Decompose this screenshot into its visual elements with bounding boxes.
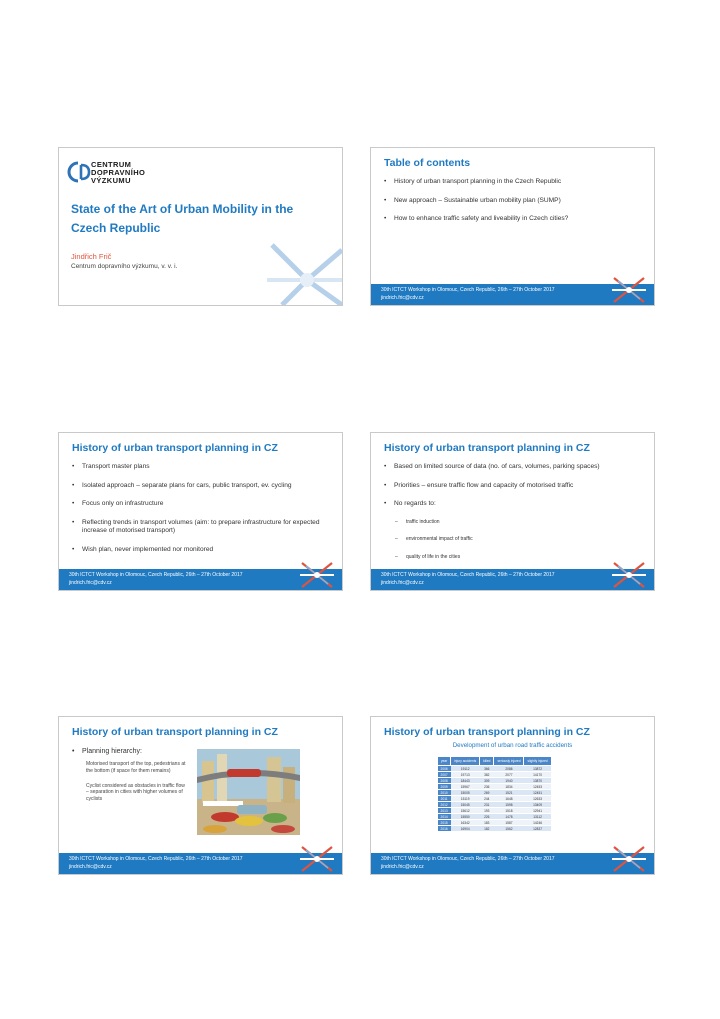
logo-line-2: DOPRAVNÍHO (91, 167, 146, 177)
footer-star-icon (298, 560, 336, 590)
table-cell: 12837 (524, 826, 551, 832)
column-header: injury accidents (451, 757, 480, 766)
table-cell: 1587 (494, 820, 524, 826)
accidents-table (437, 756, 552, 832)
table-cell: 2077 (494, 772, 524, 778)
list-item: • Planning hierarchy: (72, 747, 330, 756)
table-cell: 15612 (451, 808, 480, 814)
footer-event: 30th ICTCT Workshop in Olomouc, Czech Republic, 26th – 27th October 2017 (381, 287, 555, 293)
slide-history-2 (370, 432, 655, 591)
table-cell: 236 (480, 784, 494, 790)
year-cell: 2011 (438, 796, 451, 802)
footer-event: 30th ICTCT Workshop in Olomouc, Czech Republic, 26th – 27th October 2017 (69, 856, 243, 862)
table-body (438, 766, 552, 832)
table-cell: 15967 (451, 784, 480, 790)
table-cell: 1648 (494, 796, 524, 802)
retro-city-illustration (197, 749, 300, 835)
footer-email: jindrich.fric@cdv.cz (69, 580, 112, 586)
year-cell: 2013 (438, 808, 451, 814)
footer-star-icon (610, 275, 648, 305)
slide-title-text: History of urban transport planning in CZ (72, 726, 278, 738)
year-cell: 2010 (438, 790, 451, 796)
table-cell: 182 (480, 826, 494, 832)
list-item: • No regards to: (384, 500, 642, 509)
logo-line-3: VÝZKUMU (91, 175, 131, 185)
table-cell: 14170 (524, 772, 551, 778)
table-cell: 15550 (451, 814, 480, 820)
table-cell: 269 (480, 790, 494, 796)
table-cell: 2086 (494, 766, 524, 772)
table-cell: 1562 (494, 826, 524, 832)
table-cell: 1940 (494, 778, 524, 784)
slide-history-1 (58, 432, 343, 591)
table-cell: 244 (480, 796, 494, 802)
list-item: • New approach – Sustainable urban mobility plan (SUMP) (384, 197, 642, 206)
sub-list-item: – traffic induction (384, 519, 642, 526)
column-header: slightly injured (524, 757, 551, 766)
table-cell: 12633 (524, 796, 551, 802)
slide-title-text: History of urban transport planning in CZ (72, 442, 278, 454)
table-cell: 309 (480, 778, 494, 784)
table-cell: 12941 (524, 808, 551, 814)
paragraph: Cyclist considered as obstacles in traffic flow – separation in cities with higher volumes of cyclists (86, 782, 185, 802)
list-item: • Based on limited source of data (no. of cars, volumes, parking spaces) (384, 463, 642, 472)
table-cell: 19713 (451, 772, 480, 778)
slide-title-text: Table of contents (384, 157, 471, 169)
list-item: • Wish plan, never implemented nor monitored (72, 546, 330, 555)
slide-title-text: History of urban transport planning in CZ (384, 442, 590, 454)
table-cell: 18443 (451, 778, 480, 784)
year-cell: 2007 (438, 772, 451, 778)
table-cell: 12451 (524, 790, 551, 796)
decorative-star-icon (262, 235, 342, 305)
slide-planning-hierarchy (58, 716, 343, 875)
list-item: • Reflecting trends in transport volumes (aim: to prepare infrastructure for expected increase of motorised transport) (72, 519, 330, 536)
column-header: seriously injured (494, 757, 524, 766)
table-cell: 13872 (524, 766, 551, 772)
footer-event: 30th ICTCT Workshop in Olomouc, Czech Republic, 26th – 27th October 2017 (69, 572, 243, 578)
table-cell: 366 (480, 766, 494, 772)
slide-accidents-table (370, 716, 655, 875)
cdv-logo-icon (67, 161, 93, 183)
footer-event: 30th ICTCT Workshop in Olomouc, Czech Republic, 26th – 27th October 2017 (381, 572, 555, 578)
table-row (438, 826, 552, 832)
table-header-row (438, 757, 552, 766)
list-item: • Transport master plans (72, 463, 330, 472)
table-caption: Development of urban road traffic accidents (452, 742, 573, 749)
table-cell: 15119 (451, 796, 480, 802)
table-cell: 1598 (494, 802, 524, 808)
hierarchy-description (86, 761, 186, 811)
slide-title-text: History of urban transport planning in CZ (384, 726, 590, 738)
slide-title (58, 147, 343, 306)
bullet-list (72, 463, 330, 564)
table-cell: 13409 (524, 802, 551, 808)
author-name: Jindřich Frič (71, 252, 112, 261)
table-cell: 19112 (451, 766, 480, 772)
sub-list-item: – quality of life in the cities (384, 554, 642, 561)
table-cell: 13112 (524, 814, 551, 820)
footer-star-icon (610, 560, 648, 590)
footer-star-icon (298, 844, 336, 874)
sub-list-item: – environmental impact of traffic (384, 536, 642, 543)
column-header: killed (480, 757, 494, 766)
year-cell: 2016 (438, 826, 451, 832)
table-cell: 16904 (451, 826, 480, 832)
list-item: • Isolated approach – separate plans for cars, public transport, ev. cycling (72, 482, 330, 491)
year-cell: 2014 (438, 814, 451, 820)
footer-email: jindrich.fric@cdv.cz (381, 580, 424, 586)
institution: Centrum dopravního výzkumu, v. v. i. (71, 263, 178, 270)
list-item: • History of urban transport planning in the Czech Republic (384, 178, 642, 187)
table-cell: 231 (480, 802, 494, 808)
bullet-list (384, 463, 642, 571)
table-cell: 13870 (524, 778, 551, 784)
list-item: • Focus only on infrastructure (72, 500, 330, 509)
presentation-title: State of the Art of Urban Mobility in the Czech Republic (71, 202, 294, 236)
bullet-list (384, 178, 642, 234)
table-cell: 16342 (451, 820, 480, 826)
table-cell: 1521 (494, 790, 524, 796)
paragraph: Motorised transport of the top, pedestrians at the bottom (if space for them remains) (86, 761, 186, 774)
table-cell: 1518 (494, 808, 524, 814)
list-item: • How to enhance traffic safety and liveability in Czech cities? (384, 215, 642, 224)
logo-text (91, 161, 145, 185)
slide-table-of-contents (370, 147, 655, 306)
year-cell: 2012 (438, 802, 451, 808)
table-cell: 193 (480, 808, 494, 814)
table-cell: 1834 (494, 784, 524, 790)
list-item: • Priorities – ensure traffic flow and capacity of motorised traffic (384, 482, 642, 491)
footer-event: 30th ICTCT Workshop in Olomouc, Czech Republic, 26th – 27th October 2017 (381, 856, 555, 862)
table-cell: 183 (480, 820, 494, 826)
table-cell: 226 (480, 814, 494, 820)
table-cell: 15045 (451, 802, 480, 808)
footer-email: jindrich.fric@cdv.cz (381, 295, 424, 301)
year-cell: 2008 (438, 778, 451, 784)
table-cell: 14246 (524, 820, 551, 826)
footer-email: jindrich.fric@cdv.cz (381, 864, 424, 870)
column-header: year (438, 757, 451, 766)
table-cell: 12453 (524, 784, 551, 790)
table-cell: 1478 (494, 814, 524, 820)
footer-email: jindrich.fric@cdv.cz (69, 864, 112, 870)
footer-star-icon (610, 844, 648, 874)
table-cell: 382 (480, 772, 494, 778)
year-cell: 2015 (438, 820, 451, 826)
table-cell: 15005 (451, 790, 480, 796)
year-cell: 2006 (438, 766, 451, 772)
year-cell: 2009 (438, 784, 451, 790)
logo-line-1: CENTRUM (91, 160, 132, 169)
